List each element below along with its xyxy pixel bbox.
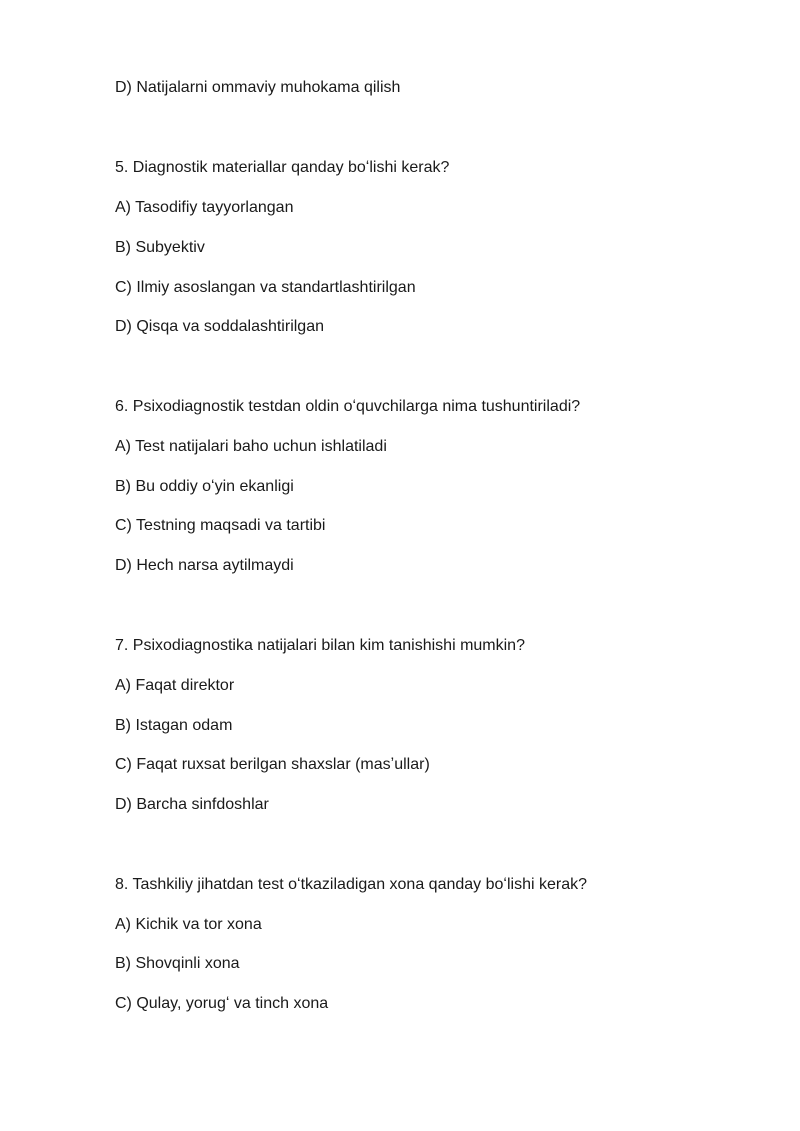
question-7: 7. Psixodiagnostika natijalari bilan kim tanishishi mumkin?	[115, 637, 525, 654]
question-7-option-d: D) Barcha sinfdoshlar	[115, 796, 269, 813]
question-8: 8. Tashkiliy jihatdan test oʻtkaziladigan xona qanday boʻlishi kerak?	[115, 876, 587, 893]
answer-option-d-previous: D) Natijalarni ommaviy muhokama qilish	[115, 79, 401, 96]
question-6-option-c: C) Testning maqsadi va tartibi	[115, 517, 326, 534]
question-6: 6. Psixodiagnostik testdan oldin oʻquvchilarga nima tushuntiriladi?	[115, 398, 581, 415]
question-8-option-b: B) Shovqinli xona	[115, 955, 240, 972]
question-7-option-c: C) Faqat ruxsat berilgan shaxslar (masʼullar)	[115, 756, 430, 773]
question-5-option-a: A) Tasodifiy tayyorlangan	[115, 199, 294, 216]
question-7-option-b: B) Istagan odam	[115, 717, 233, 734]
question-5-option-b: B) Subyektiv	[115, 239, 205, 256]
question-8-option-c: C) Qulay, yorugʻ va tinch xona	[115, 995, 329, 1012]
question-6-option-d: D) Hech narsa aytilmaydi	[115, 557, 294, 574]
question-5-option-d: D) Qisqa va soddalashtirilgan	[115, 318, 324, 335]
question-5-option-c: C) Ilmiy asoslangan va standartlashtirilgan	[115, 279, 416, 296]
question-6-option-a: A) Test natijalari baho uchun ishlatiladi	[115, 438, 387, 455]
question-6-option-b: B) Bu oddiy oʻyin ekanligi	[115, 478, 294, 495]
question-8-option-a: A) Kichik va tor xona	[115, 916, 262, 933]
question-7-option-a: A) Faqat direktor	[115, 677, 235, 694]
question-5: 5. Diagnostik materiallar qanday boʻlishi kerak?	[115, 159, 450, 176]
